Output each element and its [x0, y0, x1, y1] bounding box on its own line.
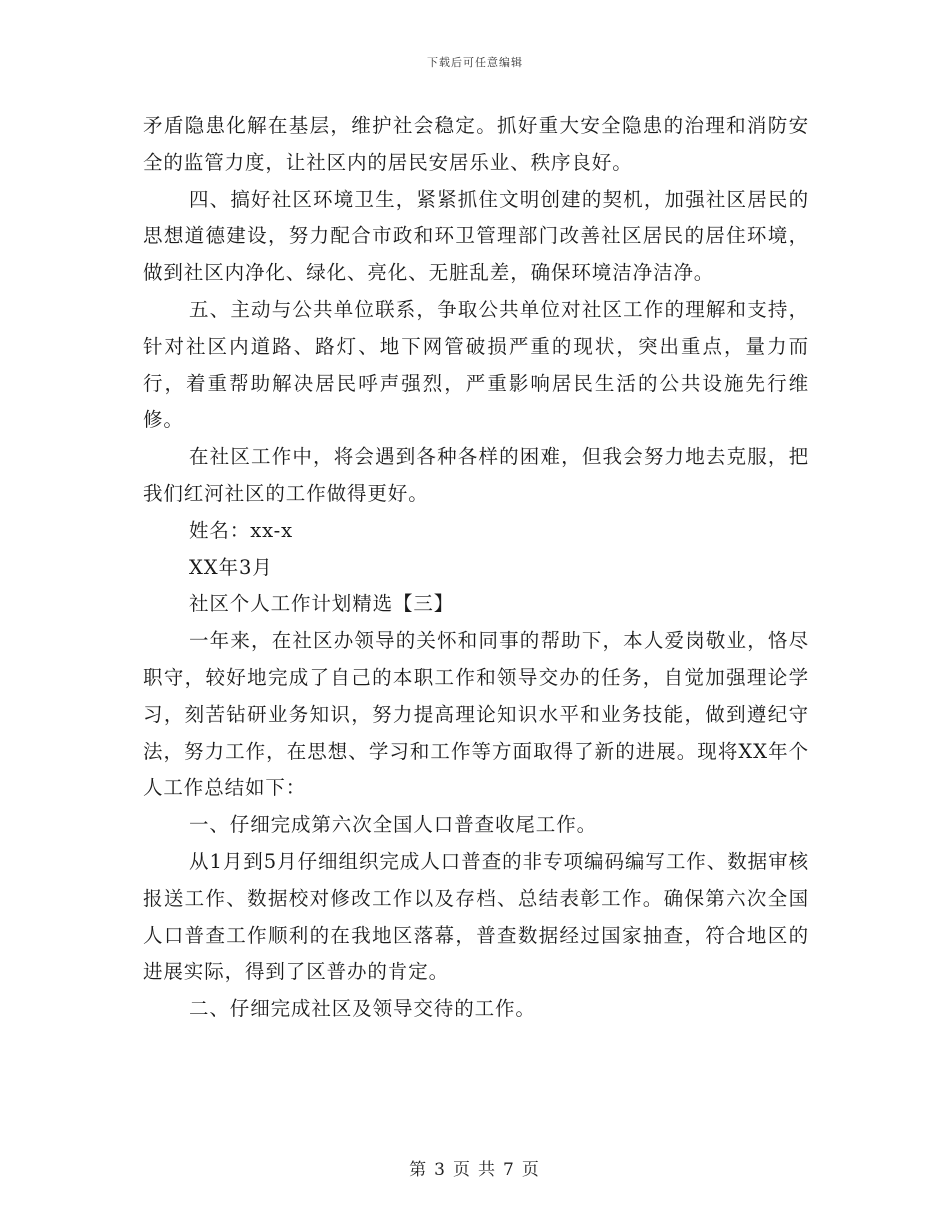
- footer-ye2: 页: [521, 1160, 541, 1180]
- footer-ye: 页: [453, 1160, 472, 1180]
- section-title: 社区个人工作计划精选【三】: [189, 592, 455, 616]
- footer-current-page: 3: [434, 1160, 447, 1180]
- paragraph: 从1月到5月仔细组织完成人口普查的非专项编码编写工作、数据审核报送工作、数据校对修改工作以及存档、总结表彰工作。确保第六次全国人口普查工作顺利的在我地区落幕，普查数据经过国家抽查，符合地区的进展实际，得到了区普办的肯定。: [143, 849, 809, 984]
- paragraph: 一、仔细完成第六次全国人口普查收尾工作。: [189, 813, 598, 837]
- paragraph: 二、仔细完成社区及领导交待的工作。: [189, 997, 536, 1021]
- paragraph: 五、主动与公共单位联系，争取公共单位对社区工作的理解和支持，针对社区内道路、路灯、地下网管破损严重的现状，突出重点，量力而行，着重帮助解决居民呼声强烈，严重影响居民生活的公共设施先行维修。: [143, 297, 809, 432]
- signature-date: XX年3月: [189, 555, 273, 579]
- signature-name: 姓名：xx-x: [189, 518, 294, 542]
- page-number-footer: [0, 1155, 950, 1180]
- paragraph: 在社区工作中，将会遇到各种各样的困难，但我会努力地去克服，把我们红河社区的工作做得更好。: [143, 445, 809, 505]
- footer-di: 第: [409, 1160, 429, 1180]
- paragraph: 四、搞好社区环境卫生，紧紧抓住文明创建的契机，加强社区居民的思想道德建设，努力配合市政和环卫管理部门改善社区居民的居住环境，做到社区内净化、绿化、亮化、无脏乱差，确保环境洁净洁净。: [143, 187, 809, 285]
- document-body: [143, 108, 809, 1028]
- paragraph: 矛盾隐患化解在基层，维护社会稳定。抓好重大安全隐患的治理和消防安全的监管力度，让社区内的居民安居乐业、秩序良好。: [143, 114, 809, 174]
- page-header-note: 下载后可任意编辑: [427, 56, 523, 69]
- footer-total-pages: 7: [503, 1160, 516, 1180]
- paragraph: 一年来，在社区办领导的关怀和同事的帮助下，本人爱岗敬业，恪尽职守，较好地完成了自己的本职工作和领导交办的任务，自觉加强理论学习，刻苦钻研业务知识，努力提高理论知识水平和业务技能，做到遵纪守法，努力工作，在思想、学习和工作等方面取得了新的进展。现将XX年个人工作总结如下：: [143, 629, 809, 800]
- footer-gong: 共: [478, 1160, 497, 1180]
